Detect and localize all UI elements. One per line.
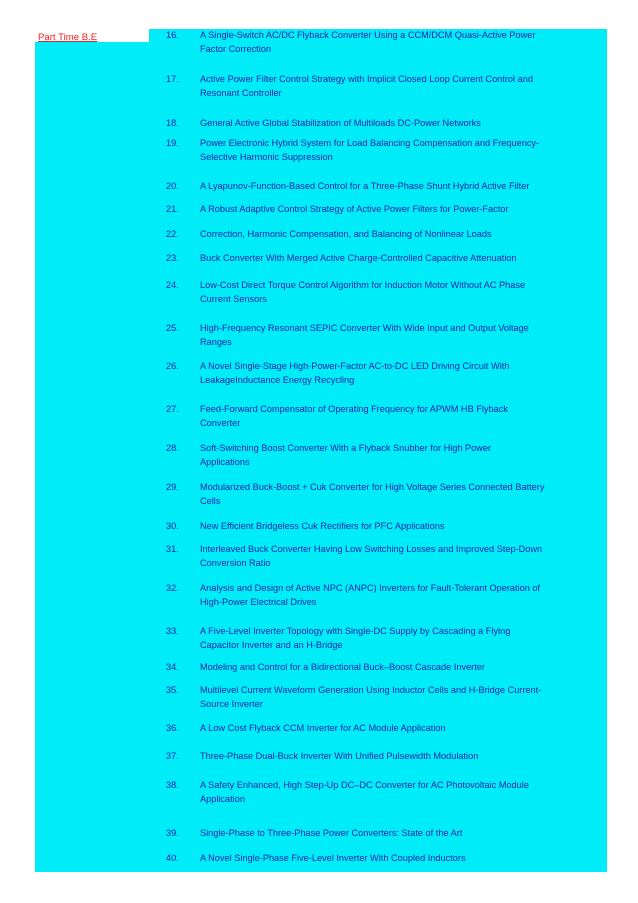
- content-panel: [35, 29, 607, 872]
- item-title-line: Modularized Buck-Boost + Cuk Converter for High Voltage Series Connected Battery: [200, 482, 545, 492]
- item-title-line: A Novel Single-Stage High-Power-Factor AC-to-DC LED Driving Circuit With: [200, 361, 510, 371]
- list-item: [166, 750, 586, 764]
- list-item: [166, 117, 586, 131]
- item-title-line: Analysis and Design of Active NPC (ANPC) Inverters for Fault-Tolerant Operation of: [200, 583, 541, 593]
- item-number: 40.: [166, 853, 179, 863]
- item-number: 33.: [166, 626, 179, 636]
- item-title-line: A Low Cost Flyback CCM Inverter for AC Module Application: [200, 723, 446, 733]
- item-title-line: A Five-Level Inverter Topology with Single-DC Supply by Cascading a Flying: [200, 626, 511, 636]
- item-title-line: A Robust Adaptive Control Strategy of Active Power Filters for Power-Factor: [200, 204, 509, 214]
- item-title-line: Resonant Controller: [200, 87, 282, 98]
- item-title-line: Current Sensors: [200, 293, 267, 304]
- list-item: [166, 852, 586, 866]
- item-title-line: Modeling and Control for a Bidirectional Buck–Boost Cascade Inverter: [200, 662, 485, 672]
- item-title-line: Low-Cost Direct Torque Control Algorithm for Induction Motor Without AC Phase: [200, 280, 526, 290]
- item-number: 16.: [166, 30, 179, 40]
- list-item: [166, 403, 586, 430]
- item-title-line: Converter: [200, 417, 241, 428]
- item-title-line: High-Power Electrical Drives: [200, 596, 317, 607]
- item-number: 19.: [166, 138, 179, 148]
- item-number: 21.: [166, 204, 179, 214]
- item-number: 38.: [166, 780, 179, 790]
- item-number: 32.: [166, 583, 179, 593]
- item-number: 23.: [166, 253, 179, 263]
- item-title-line: Single-Phase to Three-Phase Power Converters: State of the Art: [200, 828, 463, 838]
- item-title-line: Feed-Forward Compensator of Operating Frequency for APWM HB Flyback: [200, 404, 508, 414]
- item-number: 28.: [166, 443, 179, 453]
- item-number: 26.: [166, 361, 179, 371]
- item-number: 20.: [166, 181, 179, 191]
- item-title-line: Source Inverter: [200, 698, 263, 709]
- item-title-line: Three-Phase Dual-Buck Inverter With Unified Pulsewidth Modulation: [200, 751, 479, 761]
- item-title-line: A Single-Switch AC/DC Flyback Converter Using a CCM/DCM Quasi-Active Power: [200, 30, 536, 40]
- item-number: 35.: [166, 685, 179, 695]
- list-item: [166, 625, 586, 652]
- item-title-line: Interleaved Buck Converter Having Low Switching Losses and Improved Step-Down: [200, 544, 543, 554]
- item-title-line: New Efficient Bridgeless Cuk Rectifiers for PFC Applications: [200, 521, 445, 531]
- list-item: [166, 661, 586, 675]
- item-number: 27.: [166, 404, 179, 414]
- item-title-line: Applications: [200, 456, 250, 467]
- item-title-line: Power Electronic Hybrid System for Load Balancing Compensation and Frequency-: [200, 138, 540, 148]
- item-number: 17.: [166, 74, 179, 84]
- item-number: 22.: [166, 229, 179, 239]
- item-title-line: Ranges: [200, 336, 232, 347]
- item-title-line: Factor Correction: [200, 43, 271, 54]
- list-item: [166, 582, 586, 609]
- item-title-line: LeakageInductance Energy Recycling: [200, 374, 355, 385]
- item-title-line: Correction, Harmonic Compensation, and Balancing of Nonlinear Loads: [200, 229, 492, 239]
- part-time-be-link[interactable]: Part Time B.E: [38, 32, 98, 43]
- item-title-line: A Novel Single-Phase Five-Level Inverter With Coupled Inductors: [200, 853, 466, 863]
- item-title-line: A Safety Enhanced, High Step-Up DC–DC Converter for AC Photovoltaic Module: [200, 780, 529, 790]
- list-item: [166, 279, 586, 306]
- item-title-line: Active Power Filter Control Strategy with Implicit Closed Loop Current Control and: [200, 74, 533, 84]
- list-item: [166, 228, 586, 242]
- item-number: 36.: [166, 723, 179, 733]
- list-item: [166, 481, 586, 508]
- item-title-line: Multilevel Current Waveform Generation Using Inductor Cells and H-Bridge Current-: [200, 685, 542, 695]
- item-title-line: A Lyapunov-Function-Based Control for a Three-Phase Shunt Hybrid Active Filter: [200, 181, 530, 191]
- list-item: [166, 520, 586, 534]
- item-number: 39.: [166, 828, 179, 838]
- item-number: 29.: [166, 482, 179, 492]
- item-title-line: Cells: [200, 495, 221, 506]
- sidebar: [35, 29, 149, 42]
- item-title-line: Conversion Ratio: [200, 557, 271, 568]
- list-item: [166, 827, 586, 841]
- list-item: [166, 203, 586, 217]
- item-title-line: Buck Converter With Merged Active Charge-Controlled Capacitive Attenuation: [200, 253, 517, 263]
- list-item: [166, 684, 586, 711]
- list-item: [166, 322, 586, 349]
- list-item: [166, 360, 586, 387]
- item-number: 30.: [166, 521, 179, 531]
- item-title-line: Selective Harmonic Suppression: [200, 151, 333, 162]
- list-item: [166, 137, 586, 164]
- list-item: [166, 543, 586, 570]
- list-item: [166, 442, 586, 469]
- list-item: [166, 73, 586, 100]
- list-item: [166, 252, 586, 266]
- item-number: 37.: [166, 751, 179, 761]
- item-title-line: Soft-Switching Boost Converter With a Flyback Snubber for High Power: [200, 443, 492, 453]
- list-item: [166, 29, 586, 56]
- item-title-line: Application: [200, 793, 245, 804]
- item-number: 24.: [166, 280, 179, 290]
- item-title-line: High-Frequency Resonant SEPIC Converter With Wide Input and Output Voltage: [200, 323, 529, 333]
- list-item: [166, 779, 586, 806]
- item-number: 31.: [166, 544, 179, 554]
- item-number: 25.: [166, 323, 179, 333]
- item-title-line: General Active Global Stabilization of Multiloads DC-Power Networks: [200, 118, 481, 128]
- list-item: [166, 722, 586, 736]
- item-title-line: Capacitor Inverter and an H-Bridge: [200, 639, 343, 650]
- item-number: 18.: [166, 118, 179, 128]
- list-item: [166, 180, 586, 194]
- item-number: 34.: [166, 662, 179, 672]
